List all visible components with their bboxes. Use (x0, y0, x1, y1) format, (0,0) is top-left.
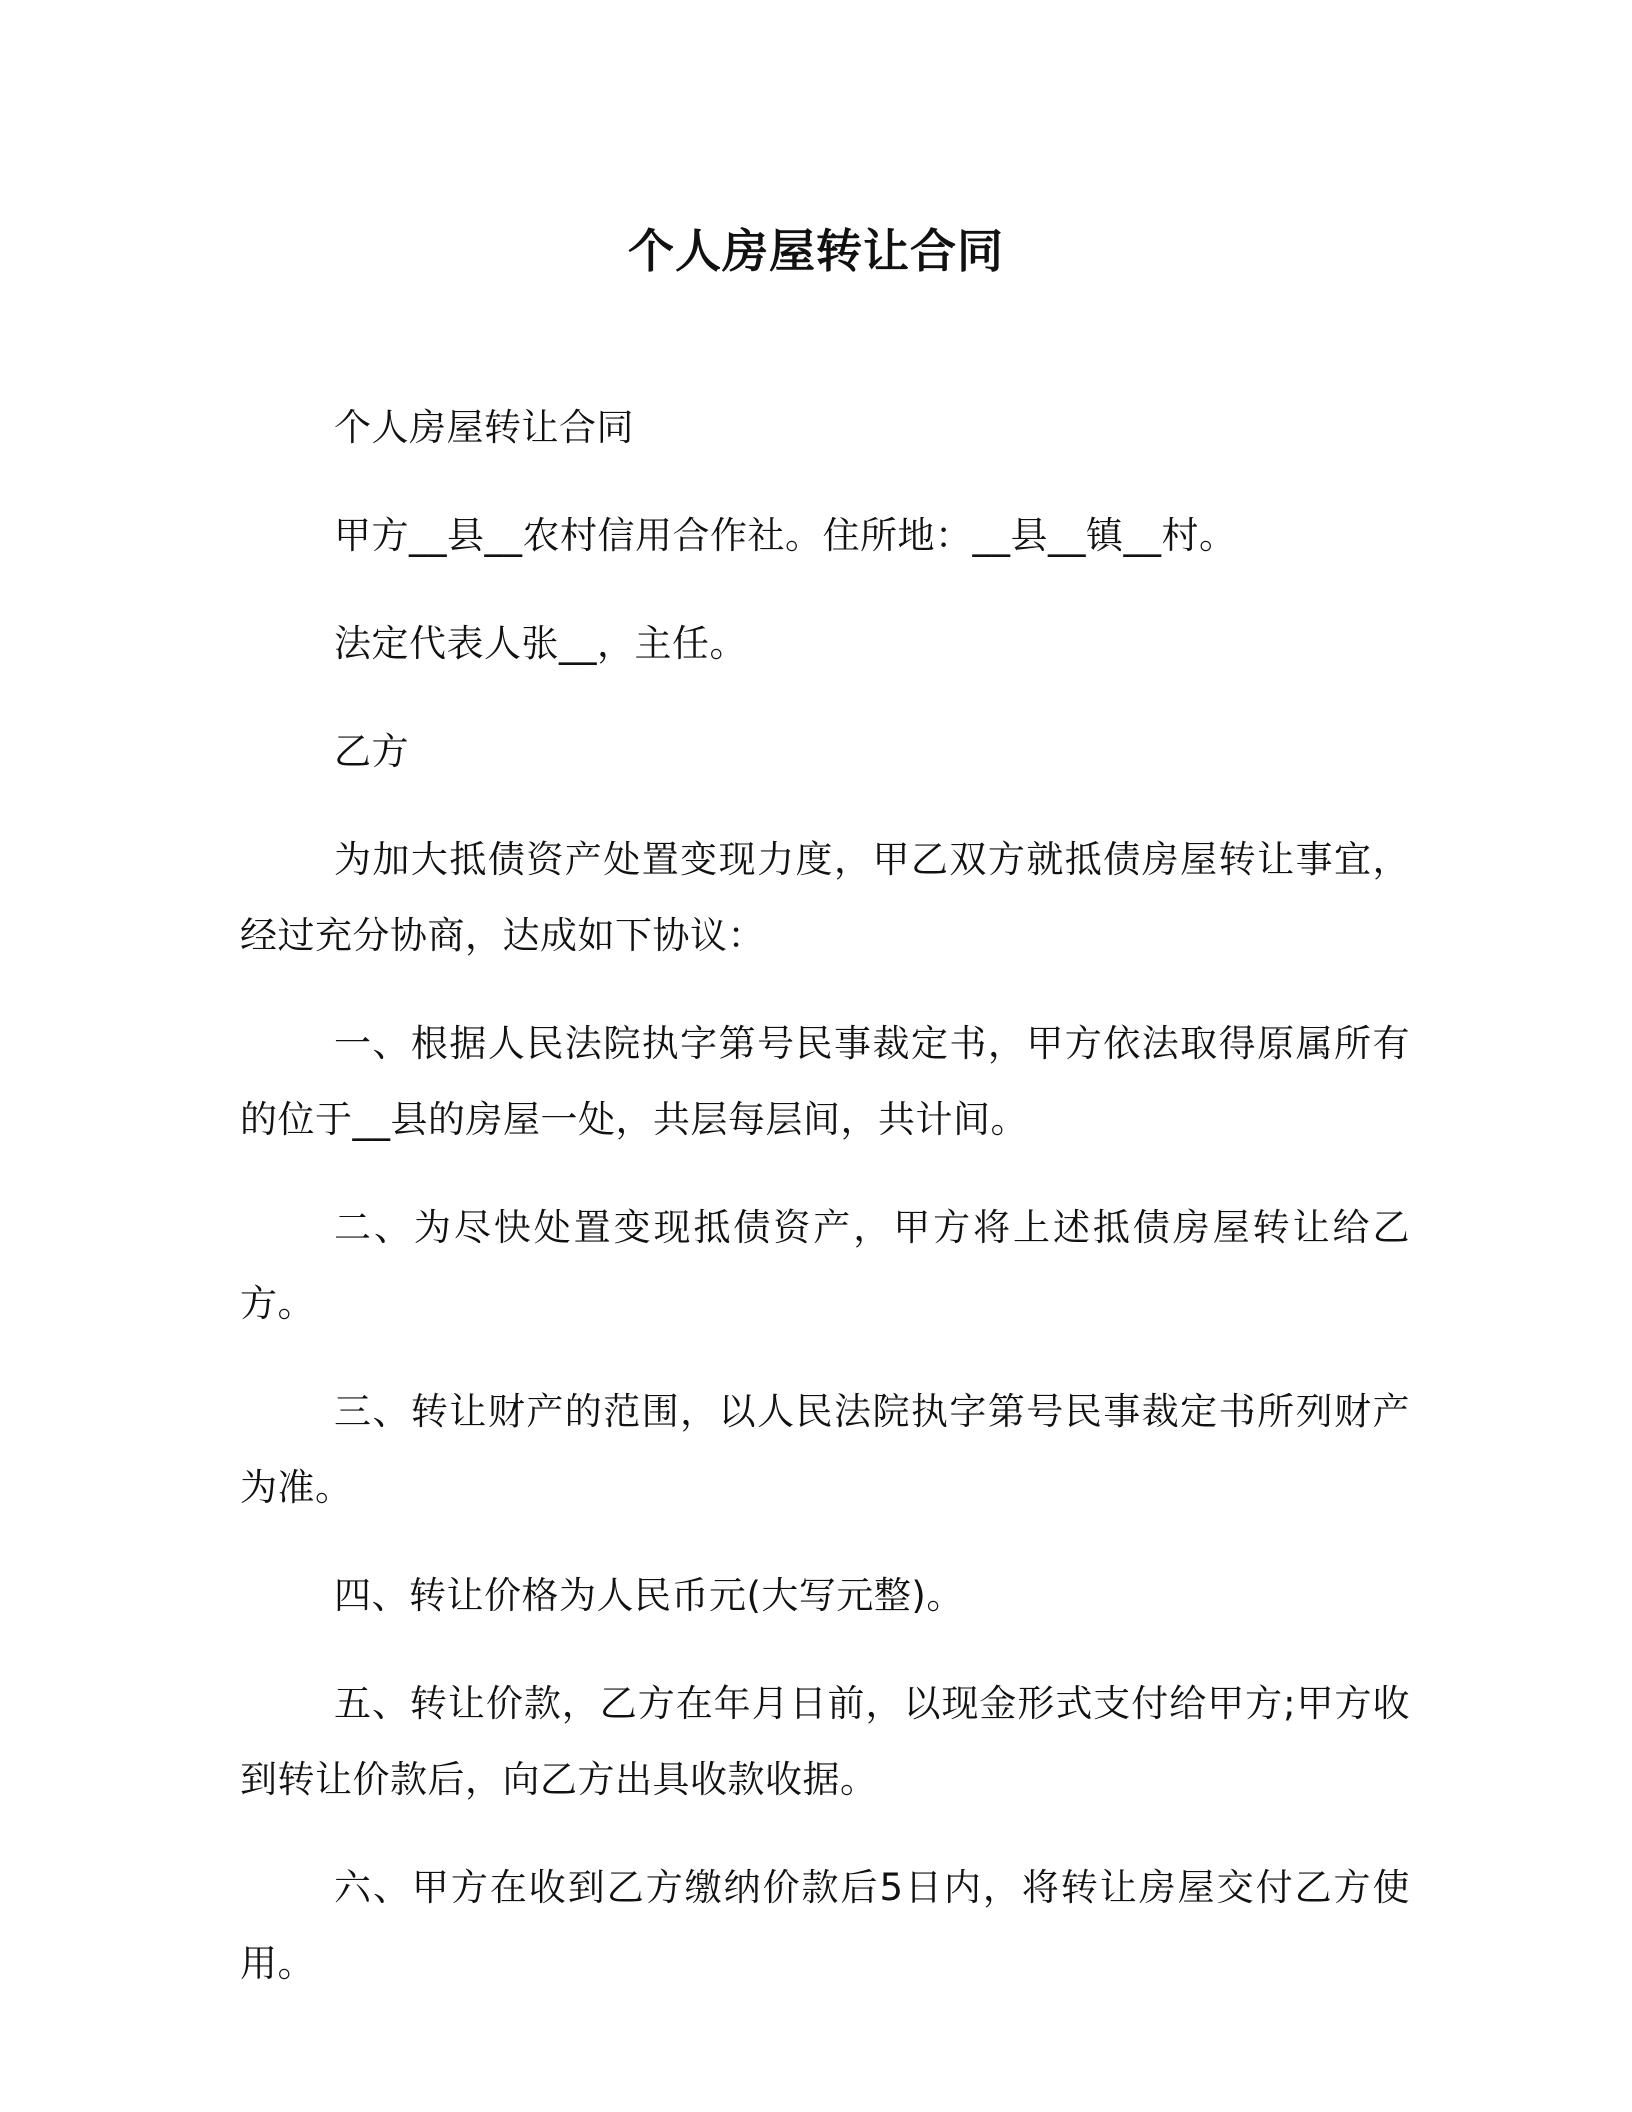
paragraph-party-a: 甲方__县__农村信用合作社。住所地：__县__镇__村。 (334, 514, 1237, 557)
paragraph-clause-2: 二、为尽快处置变现抵债资产，甲方将上述抵债房屋转让给乙方。 (240, 1206, 1410, 1325)
paragraph-clause-3: 三、转让财产的范围，以人民法院执字第号民事裁定书所列财产为准。 (240, 1390, 1410, 1509)
paragraph-clause-1: 一、根据人民法院执字第号民事裁定书，甲方依法取得原属所有的位于__县的房屋一处，共层每层间，共计间。 (240, 1022, 1410, 1141)
paragraph-clause-4: 四、转让价格为人民币元(大写元整)。 (334, 1574, 964, 1617)
paragraph-heading: 个人房屋转让合同 (334, 406, 634, 449)
document-body (240, 390, 1410, 2034)
paragraph-legal-representative: 法定代表人张__，主任。 (334, 622, 747, 665)
paragraph-party-b: 乙方 (334, 730, 409, 773)
paragraph-clause-5: 五、转让价款，乙方在年月日前，以现金形式支付给甲方;甲方收到转让价款后，向乙方出具收款收据。 (240, 1682, 1410, 1801)
paragraph-clause-6: 六、甲方在收到乙方缴纳价款后5日内，将转让房屋交付乙方使用。 (240, 1866, 1410, 1985)
paragraph-preamble: 为加大抵债资产处置变现力度，甲乙双方就抵债房屋转让事宜，经过充分协商，达成如下协议： (240, 838, 1410, 957)
document-title: 个人房屋转让合同 (628, 224, 1004, 278)
